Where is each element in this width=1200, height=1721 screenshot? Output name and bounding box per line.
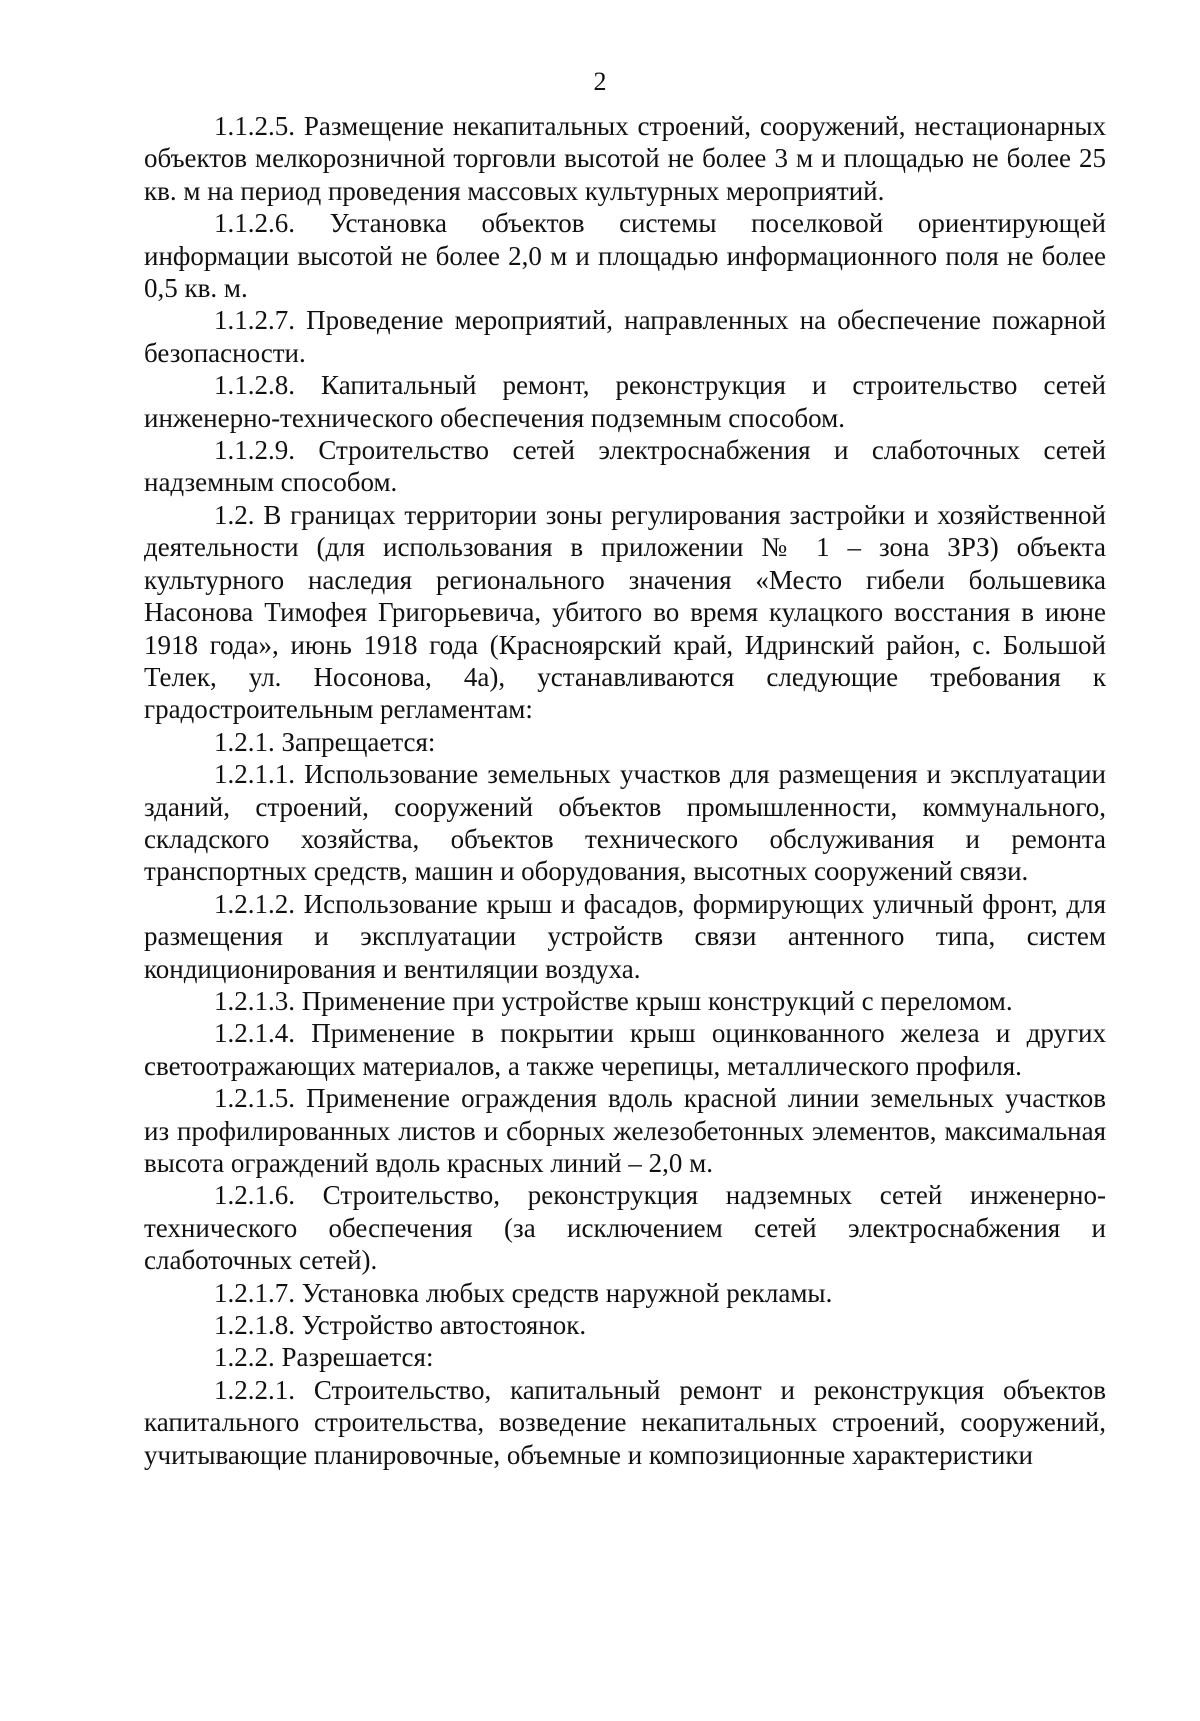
paragraph-1-2-1-6: 1.2.1.6. Строительство, реконструкция надземных сетей инженерно-технического обеспечения (за исключением сетей электроснабжения и слаботочных сетей).: [144, 1180, 1106, 1276]
paragraph-1-2-1-1: 1.2.1.1. Использование земельных участков для размещения и эксплуатации зданий, строений, сооружений объектов промышленности, коммунального, складского хозяйства, объектов технического обслуживания и ремонта транспортных средств, машин и оборудования, высотных сооружений связи.: [144, 759, 1106, 887]
paragraph-1-2-1-2: 1.2.1.2. Использование крыш и фасадов, формирующих уличный фронт, для размещения и эксплуатации устройств связи антенного типа, систем кондиционирования и вентиляции воздуха.: [144, 888, 1106, 984]
paragraph-1-2-2-1: 1.2.2.1. Строительство, капитальный ремонт и реконструкция объектов капитального строительства, возведение некапитальных строений, сооружений, учитывающие планировочные, объемные и композиционные характеристики: [144, 1374, 1106, 1470]
paragraph-1-1-2-8: 1.1.2.8. Капитальный ремонт, реконструкция и строительство сетей инженерно-технического обеспечения подземным способом.: [144, 370, 1106, 433]
document-body: [144, 110, 1106, 1471]
paragraph-1-2: 1.2. В границах территории зоны регулирования застройки и хозяйственной деятельности (для использования в приложении № 1 – зона ЗРЗ) объекта культурного наследия регионального значения «Место гибели большевика Насонова Тимофея Григорьевича, убитого во время кулацкого восстания в июне 1918 года», июнь 1918 года (Красноярский край, Идринский район, с. Большой Телек, ул. Носонова, 4а), устанавливаются следующие требования к градостроительным регламентам:: [144, 499, 1106, 725]
paragraph-1-2-1: 1.2.1. Запрещается:: [214, 726, 436, 757]
paragraph-1-1-2-6: 1.1.2.6. Установка объектов системы поселковой ориентирующей информации высотой не более 2,0 м и площадью информационного поля не более 0,5 кв. м.: [144, 208, 1106, 304]
paragraph-1-2-1-3: 1.2.1.3. Применение при устройстве крыш конструкций с переломом.: [214, 985, 1013, 1016]
paragraph-1-1-2-5: 1.1.2.5. Размещение некапитальных строений, сооружений, нестационарных объектов мелкорозничной торговли высотой не более 3 м и площадью не более 25 кв. м на период проведения массовых культурных мероприятий.: [144, 111, 1106, 206]
paragraph-1-2-1-5: 1.2.1.5. Применение ограждения вдоль красной линии земельных участков из профилированных листов и сборных железобетонных элементов, максимальная высота ограждений вдоль красных линий – 2,0 м.: [144, 1083, 1106, 1178]
paragraph-1-2-1-8: 1.2.1.8. Устройство автостоянок.: [214, 1310, 587, 1341]
paragraph-1-1-2-9: 1.1.2.9. Строительство сетей электроснабжения и слаботочных сетей надземным способом.: [144, 435, 1106, 498]
paragraph-1-2-2: 1.2.2. Разрешается:: [214, 1342, 434, 1373]
paragraph-1-2-1-4: 1.2.1.4. Применение в покрытии крыш оцинкованного железа и других светоотражающих материалов, а также черепицы, металлического профиля.: [144, 1018, 1106, 1081]
paragraph-1-1-2-7: 1.1.2.7. Проведение мероприятий, направленных на обеспечение пожарной безопасности.: [144, 305, 1106, 368]
page-number: 2: [593, 67, 607, 96]
paragraph-1-2-1-7: 1.2.1.7. Установка любых средств наружной рекламы.: [214, 1277, 833, 1308]
